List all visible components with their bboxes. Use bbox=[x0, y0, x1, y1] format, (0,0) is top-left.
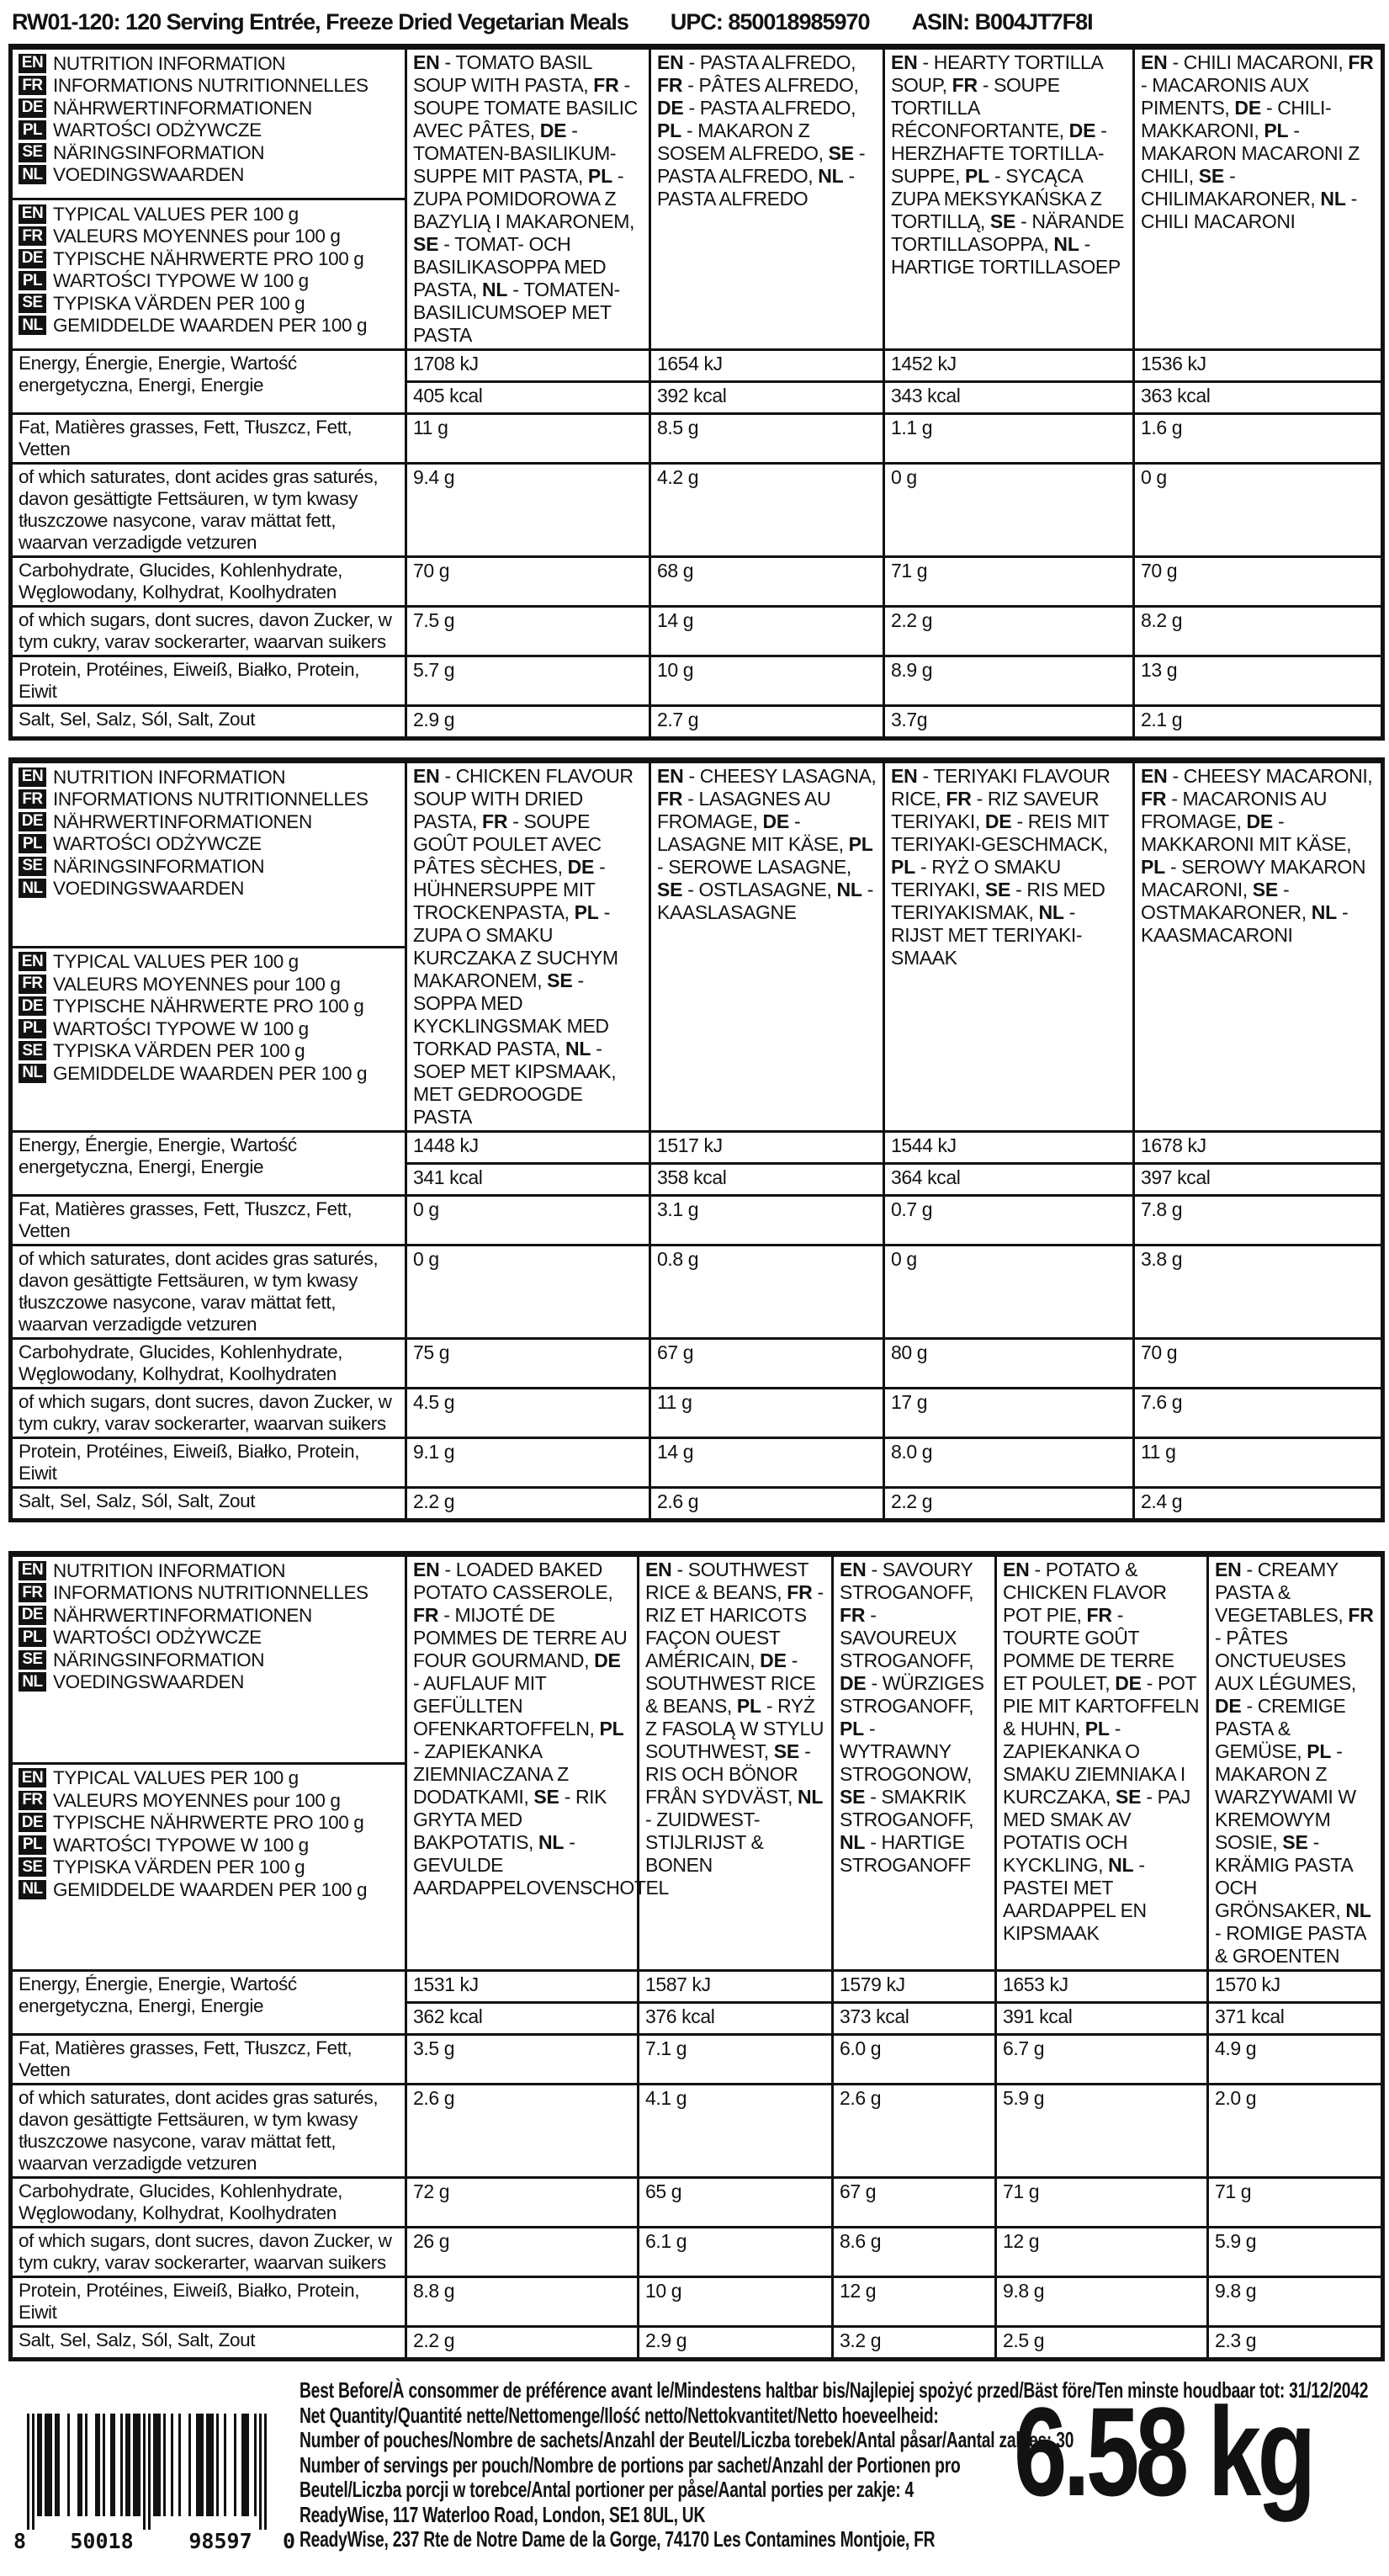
language-line bbox=[19, 75, 399, 96]
language-badge: NL bbox=[19, 316, 46, 335]
value-cell: 392 kcal bbox=[650, 382, 884, 414]
language-badge: NL bbox=[19, 1672, 46, 1692]
value-cell: 9.4 g bbox=[406, 464, 650, 557]
nutrition-table-2 bbox=[8, 757, 1385, 1522]
value-cell: 17 g bbox=[884, 1389, 1134, 1438]
value-cell: 9.1 g bbox=[406, 1438, 650, 1488]
value-cell: 1654 kJ bbox=[650, 350, 884, 382]
language-badge: SE bbox=[19, 1650, 46, 1670]
language-label: WARTOŚCI ODŻYWCZE bbox=[53, 833, 262, 854]
language-badge: FR bbox=[19, 226, 46, 246]
row-label-sugars: of which sugars, dont sucres, davon Zucker, w tym cukry, varav sockerarter, waarvan suikers bbox=[11, 2228, 406, 2277]
row-salt bbox=[11, 2327, 1383, 2360]
row-sugars bbox=[11, 607, 1383, 656]
row-label-salt: Salt, Sel, Salz, Sól, Salt, Zout bbox=[11, 2327, 406, 2360]
barcode-digit-group: 98597 bbox=[188, 2529, 252, 2552]
language-line bbox=[19, 1671, 399, 1692]
language-badge: SE bbox=[19, 1857, 46, 1877]
value-cell: 0.8 g bbox=[650, 1246, 884, 1339]
row-label-fat: Fat, Matières grasses, Fett, Tłuszcz, Fett, Vetten bbox=[11, 414, 406, 464]
language-line bbox=[19, 1627, 399, 1648]
typical-values-cell bbox=[11, 947, 406, 1131]
row-sugars bbox=[11, 1389, 1383, 1438]
value-cell: 70 g bbox=[406, 557, 650, 607]
value-cell: 2.0 g bbox=[1208, 2085, 1383, 2178]
language-badge: PL bbox=[19, 1628, 46, 1647]
value-cell: 1.1 g bbox=[884, 414, 1134, 464]
language-badge: DE bbox=[19, 996, 46, 1016]
value-cell: 4.5 g bbox=[406, 1389, 650, 1438]
row-label-saturates: of which saturates, dont acides gras saturés, davon gesättigte Fettsäuren, w tym kwasy tłuszczowe nasycone, varav mättat fett, waarvan verzadigde vetzuren bbox=[11, 464, 406, 557]
language-label: NUTRITION INFORMATION bbox=[53, 766, 286, 788]
value-cell: 4.1 g bbox=[639, 2085, 833, 2178]
row-sugars bbox=[11, 2228, 1383, 2277]
value-cell: 363 kcal bbox=[1134, 382, 1383, 414]
table-row bbox=[11, 47, 1383, 199]
language-line bbox=[19, 1560, 399, 1581]
language-badge: NL bbox=[19, 879, 46, 898]
product-name-cell: EN - PASTA ALFREDO, FR - PÂTES ALFREDO, DE - PASTA ALFREDO, PL - MAKARON Z SOSEM ALFREDO, SE - PASTA ALFREDO, NL - PASTA ALFREDO bbox=[650, 47, 884, 350]
language-label: NÄRINGSINFORMATION bbox=[53, 1649, 265, 1670]
row-label-energy: Energy, Énergie, Energie, Wartość energetyczna, Energi, Energie bbox=[11, 1132, 406, 1196]
value-cell: 3.8 g bbox=[1134, 1246, 1383, 1339]
nutrition-table-3 bbox=[8, 1551, 1385, 2361]
language-label: WARTOŚCI ODŻYWCZE bbox=[53, 1627, 262, 1648]
value-cell: 75 g bbox=[406, 1339, 650, 1389]
value-cell: 14 g bbox=[650, 1438, 884, 1488]
table-row bbox=[11, 1554, 1383, 1764]
value-cell: 8.0 g bbox=[884, 1438, 1134, 1488]
value-cell: 405 kcal bbox=[406, 382, 650, 414]
page-header bbox=[0, 0, 1389, 44]
language-line bbox=[19, 120, 399, 141]
row-energy-kj bbox=[11, 1132, 1383, 1164]
row-fat bbox=[11, 414, 1383, 464]
row-label-salt: Salt, Sel, Salz, Sól, Salt, Zout bbox=[11, 1488, 406, 1521]
language-label: NÄHRWERTINFORMATIONEN bbox=[53, 1604, 312, 1626]
language-badge: PL bbox=[19, 120, 46, 140]
language-line bbox=[19, 1649, 399, 1670]
language-line bbox=[19, 98, 399, 119]
value-cell: 358 kcal bbox=[650, 1164, 884, 1196]
value-cell: 67 g bbox=[650, 1339, 884, 1389]
language-line bbox=[19, 1767, 399, 1788]
value-cell: 14 g bbox=[650, 607, 884, 656]
barcode-digit: 8 bbox=[13, 2529, 27, 2552]
language-line bbox=[19, 315, 399, 336]
value-cell: 1.6 g bbox=[1134, 414, 1383, 464]
language-badge: FR bbox=[19, 975, 46, 994]
value-cell: 8.6 g bbox=[833, 2228, 996, 2277]
row-label-fat: Fat, Matières grasses, Fett, Tłuszcz, Fett, Vetten bbox=[11, 2035, 406, 2085]
value-cell: 2.6 g bbox=[650, 1488, 884, 1521]
typical-values-cell bbox=[11, 199, 406, 350]
value-cell: 10 g bbox=[639, 2277, 833, 2327]
value-cell: 11 g bbox=[1134, 1438, 1383, 1488]
value-cell: 2.7 g bbox=[650, 706, 884, 739]
row-salt bbox=[11, 1488, 1383, 1521]
language-label: TYPICAL VALUES PER 100 g bbox=[53, 951, 299, 973]
value-cell: 2.6 g bbox=[833, 2085, 996, 2178]
language-label: VALEURS MOYENNES pour 100 g bbox=[53, 226, 341, 247]
value-cell: 0 g bbox=[884, 464, 1134, 557]
language-label: GEMIDDELDE WAARDEN PER 100 g bbox=[53, 315, 368, 337]
language-label: WARTOŚCI TYPOWE W 100 g bbox=[53, 1834, 309, 1856]
value-cell: 0 g bbox=[1134, 464, 1383, 557]
product-name-cell: EN - POTATO & CHICKEN FLAVOR POT PIE, FR - TOURTE GOÛT POMME DE TERRE ET POULET, DE - POT PIE MIT KARTOFFELN & HUHN, PL - ZAPIEKANKA O SMAKU ZIEMNIAKA I KURCZAKA, SE - PAJ MED SMAK AV POTATIS OCH KYCKLING, NL - PASTEI MET AARDAPPEL EN KIPSMAAK bbox=[996, 1554, 1208, 1971]
language-badge: DE bbox=[19, 1606, 46, 1625]
language-label: INFORMATIONS NUTRITIONNELLES bbox=[53, 75, 368, 96]
row-energy-kj bbox=[11, 1971, 1383, 2003]
language-line bbox=[19, 789, 399, 810]
value-cell: 1517 kJ bbox=[650, 1132, 884, 1164]
language-badge: FR bbox=[19, 789, 46, 809]
language-badge: EN bbox=[19, 952, 46, 971]
language-label: INFORMATIONS NUTRITIONNELLES bbox=[53, 789, 368, 810]
nutrition-table-1 bbox=[8, 44, 1385, 741]
value-cell: 3.7g bbox=[884, 706, 1134, 739]
value-cell: 2.5 g bbox=[996, 2327, 1208, 2360]
value-cell: 3.2 g bbox=[833, 2327, 996, 2360]
value-cell: 2.2 g bbox=[884, 607, 1134, 656]
row-salt bbox=[11, 706, 1383, 739]
language-badge: SE bbox=[19, 1041, 46, 1060]
row-label-protein: Protein, Protéines, Eiweiß, Białko, Protein, Eiwit bbox=[11, 656, 406, 706]
value-cell: 373 kcal bbox=[833, 2003, 996, 2035]
language-label: NUTRITION INFORMATION bbox=[53, 52, 286, 74]
value-cell: 1570 kJ bbox=[1208, 1971, 1383, 2003]
language-label: WARTOŚCI TYPOWE W 100 g bbox=[53, 1017, 309, 1039]
row-carbohydrate bbox=[11, 2178, 1383, 2228]
language-badge: EN bbox=[19, 1561, 46, 1580]
language-label: VALEURS MOYENNES pour 100 g bbox=[53, 1789, 341, 1811]
value-cell: 9.8 g bbox=[996, 2277, 1208, 2327]
language-badge: EN bbox=[19, 204, 46, 224]
value-cell: 7.5 g bbox=[406, 607, 650, 656]
value-cell: 70 g bbox=[1134, 1339, 1383, 1389]
language-badge: FR bbox=[19, 1583, 46, 1602]
value-cell: 80 g bbox=[884, 1339, 1134, 1389]
language-badge: EN bbox=[19, 54, 46, 73]
value-cell: 1448 kJ bbox=[406, 1132, 650, 1164]
barcode-digit-group: 50018 bbox=[70, 2529, 134, 2552]
language-line bbox=[19, 1018, 399, 1039]
language-badge: SE bbox=[19, 143, 46, 162]
language-badge: NL bbox=[19, 1880, 46, 1899]
row-label-protein: Protein, Protéines, Eiweiß, Białko, Protein, Eiwit bbox=[11, 1438, 406, 1488]
value-cell: 2.4 g bbox=[1134, 1488, 1383, 1521]
language-line bbox=[19, 811, 399, 832]
value-cell: 6.1 g bbox=[639, 2228, 833, 2277]
value-cell: 4.2 g bbox=[650, 464, 884, 557]
product-name-cell: EN - SAVOURY STROGANOFF, FR - SAVOUREUX STROGANOFF, DE - WÜRZIGES STROGANOFF, PL - WYTRAWNY STROGONOW, SE - SMAKRIK STROGANOFF, NL - HARTIGE STROGANOFF bbox=[833, 1554, 996, 1971]
value-cell: 8.2 g bbox=[1134, 607, 1383, 656]
language-badge: FR bbox=[19, 76, 46, 95]
language-line bbox=[19, 53, 399, 74]
language-badge: PL bbox=[19, 1019, 46, 1038]
value-cell: 8.8 g bbox=[406, 2277, 639, 2327]
value-cell: 7.6 g bbox=[1134, 1389, 1383, 1438]
value-cell: 6.7 g bbox=[996, 2035, 1208, 2085]
value-cell: 2.9 g bbox=[639, 2327, 833, 2360]
language-badge: NL bbox=[19, 165, 46, 184]
value-cell: 5.9 g bbox=[1208, 2228, 1383, 2277]
value-cell: 70 g bbox=[1134, 557, 1383, 607]
language-badge: DE bbox=[19, 1813, 46, 1832]
value-cell: 0 g bbox=[884, 1246, 1134, 1339]
value-cell: 362 kcal bbox=[406, 2003, 639, 2035]
product-name-cell: EN - SOUTHWEST RICE & BEANS, FR - RIZ ET HARICOTS FAÇON OUEST AMÉRICAIN, DE - SOUTHWEST RICE & BEANS, PL - RYŻ Z FASOLĄ W STYLU SOUTHWEST, SE - RIS OCH BÖNOR FRÅN SYDVÄST, NL - ZUIDWEST-STIJLRIJST & BONEN bbox=[639, 1554, 833, 1971]
row-protein bbox=[11, 1438, 1383, 1488]
value-cell: 12 g bbox=[833, 2277, 996, 2327]
value-cell: 11 g bbox=[650, 1389, 884, 1438]
value-cell: 8.5 g bbox=[650, 414, 884, 464]
language-label: VALEURS MOYENNES pour 100 g bbox=[53, 973, 341, 995]
language-badge: SE bbox=[19, 294, 46, 313]
row-label-energy: Energy, Énergie, Energie, Wartość energetyczna, Energi, Energie bbox=[11, 350, 406, 414]
page-title: RW01-120: 120 Serving Entrée, Freeze Dried Vegetarian Meals bbox=[12, 9, 628, 35]
language-label: INFORMATIONS NUTRITIONNELLES bbox=[53, 1582, 368, 1603]
product-name-cell: EN - CHILI MACARONI, FR - MACARONIS AUX PIMENTS, DE - CHILI-MAKKARONI, PL - MAKARON MACARONI Z CHILI, SE - CHILIMAKARONER, NL - CHILI MACARONI bbox=[1134, 47, 1383, 350]
language-badge: SE bbox=[19, 857, 46, 876]
value-cell: 26 g bbox=[406, 2228, 639, 2277]
row-carbohydrate bbox=[11, 1339, 1383, 1389]
language-badge: PL bbox=[19, 834, 46, 853]
value-cell: 371 kcal bbox=[1208, 2003, 1383, 2035]
value-cell: 72 g bbox=[406, 2178, 639, 2228]
language-line bbox=[19, 974, 399, 995]
value-cell: 71 g bbox=[1208, 2178, 1383, 2228]
language-line bbox=[19, 1605, 399, 1626]
value-cell: 397 kcal bbox=[1134, 1164, 1383, 1196]
language-label: VOEDINGSWAARDEN bbox=[53, 164, 244, 185]
language-line bbox=[19, 1582, 399, 1603]
language-line bbox=[19, 767, 399, 788]
value-cell: 3.5 g bbox=[406, 2035, 639, 2085]
language-line bbox=[19, 1790, 399, 1811]
value-cell: 71 g bbox=[884, 557, 1134, 607]
address-fr-line: ReadyWise, 237 Rte de Notre Dame de la Gorge, 74170 Les Contamines Montjoie, FR bbox=[300, 2526, 936, 2552]
value-cell: 1587 kJ bbox=[639, 1971, 833, 2003]
language-label: TYPISKA VÄRDEN PER 100 g bbox=[53, 1040, 305, 1062]
language-label: TYPISCHE NÄHRWERTE PRO 100 g bbox=[53, 996, 364, 1017]
row-label-saturates: of which saturates, dont acides gras saturés, davon gesättigte Fettsäuren, w tym kwasy tłuszczowe nasycone, varav mättat fett, waarvan verzadigde vetzuren bbox=[11, 2085, 406, 2178]
product-name-cell: EN - CHICKEN FLAVOUR SOUP WITH DRIED PASTA, FR - SOUPE GOÛT POULET AVEC PÂTES SÈCHES, DE - HÜHNERSUPPE MIT TROCKENPASTA, PL - ZUPA O SMAKU KURCZAKA Z SUCHYM MAKARONEM, SE - SOPPA MED KYCKLINGSMAK MED TORKAD PASTA, NL - SOEP MET KIPSMAAK, MET GEDROOGDE PASTA bbox=[406, 761, 650, 1132]
barcode-graphic bbox=[13, 2414, 295, 2552]
language-label: TYPISKA VÄRDEN PER 100 g bbox=[53, 1856, 305, 1878]
product-name-cell: EN - CHEESY MACARONI, FR - MACARONIS AU FROMAGE, DE - MAKKARONI MIT KÄSE, PL - SEROWY MAKARON MACARONI, SE - OSTMAKARONER, NL - KAASMACARONI bbox=[1134, 761, 1383, 1132]
value-cell: 11 g bbox=[406, 414, 650, 464]
value-cell: 2.2 g bbox=[406, 1488, 650, 1521]
language-badge: PL bbox=[19, 271, 46, 290]
language-badge: FR bbox=[19, 1791, 46, 1810]
product-name-cell: EN - TOMATO BASIL SOUP WITH PASTA, FR - SOUPE TOMATE BASILIC AVEC PÂTES, DE - TOMATEN-BASILIKUM-SUPPE MIT PASTA, PL - ZUPA POMIDOROWA Z BAZYLIĄ I MAKARONEM, SE - TOMAT- OCH BASILIKASOPPA MED PASTA, NL - TOMATEN-BASILICUMSOEP MET PASTA bbox=[406, 47, 650, 350]
product-name-cell: EN - CHEESY LASAGNA, FR - LASAGNES AU FROMAGE, DE - LASAGNE MIT KÄSE, PL - SEROWE LASAGNE, SE - OSTLASAGNE, NL - KAASLASAGNE bbox=[650, 761, 884, 1132]
row-label-carbohydrate: Carbohydrate, Glucides, Kohlenhydrate, Węglowodany, Kolhydrat, Koolhydraten bbox=[11, 1339, 406, 1389]
value-cell: 343 kcal bbox=[884, 382, 1134, 414]
row-label-fat: Fat, Matières grasses, Fett, Tłuszcz, Fett, Vetten bbox=[11, 1196, 406, 1246]
value-cell: 1536 kJ bbox=[1134, 350, 1383, 382]
row-fat bbox=[11, 1196, 1383, 1246]
language-line bbox=[19, 856, 399, 877]
language-line bbox=[19, 1856, 399, 1878]
upc-code: UPC: 850018985970 bbox=[670, 9, 870, 35]
language-label: VOEDINGSWAARDEN bbox=[53, 878, 244, 899]
language-line bbox=[19, 270, 399, 291]
language-line bbox=[19, 833, 399, 854]
language-label: NÄHRWERTINFORMATIONEN bbox=[53, 810, 312, 832]
language-label: GEMIDDELDE WAARDEN PER 100 g bbox=[53, 1878, 368, 1900]
value-cell: 6.0 g bbox=[833, 2035, 996, 2085]
row-label-sugars: of which sugars, dont sucres, davon Zucker, w tym cukry, varav sockerarter, waarvan suikers bbox=[11, 607, 406, 656]
row-saturates bbox=[11, 2085, 1383, 2178]
language-label: TYPICAL VALUES PER 100 g bbox=[53, 1767, 299, 1789]
value-cell: 2.2 g bbox=[406, 2327, 639, 2360]
product-name-cell: EN - CREAMY PASTA & VEGETABLES, FR - PÂTES ONCTUEUSES AUX LÉGUMES, DE - CREMIGE PASTA & GEMÜSE, PL - MAKARON Z WARZYWAMI W KREMOWYM SOSIE, SE - KRÄMIG PASTA OCH GRÖNSAKER, NL - ROMIGE PASTA & GROENTEN bbox=[1208, 1554, 1383, 1971]
language-line bbox=[19, 248, 399, 269]
language-line bbox=[19, 164, 399, 185]
upc-barcode bbox=[13, 2414, 295, 2557]
value-cell: 7.1 g bbox=[639, 2035, 833, 2085]
language-label: TYPISCHE NÄHRWERTE PRO 100 g bbox=[53, 247, 364, 269]
value-cell: 1653 kJ bbox=[996, 1971, 1208, 2003]
nutrition-information-cell bbox=[11, 47, 406, 199]
value-cell: 8.9 g bbox=[884, 656, 1134, 706]
best-before-line: Best Before/À consommer de préférence avant le/Mindestens haltbar bis/Najlepiej spożyć przed/Bäst före/Ten minste houdbaar tot: 31/12/2042 bbox=[300, 2377, 1369, 2403]
language-badge: DE bbox=[19, 98, 46, 118]
value-cell: 0 g bbox=[406, 1246, 650, 1339]
net-weight: 6.58 kg bbox=[1014, 2381, 1312, 2522]
language-line bbox=[19, 1063, 399, 1084]
language-label: NÄRINGSINFORMATION bbox=[53, 855, 265, 877]
language-line bbox=[19, 1879, 399, 1900]
row-label-protein: Protein, Protéines, Eiweiß, Białko, Protein, Eiwit bbox=[11, 2277, 406, 2327]
value-cell: 1579 kJ bbox=[833, 1971, 996, 2003]
value-cell: 3.1 g bbox=[650, 1196, 884, 1246]
servings-line-1: Number of servings per pouch/Nombre de portions par sachet/Anzahl der Portionen pro bbox=[300, 2451, 961, 2478]
value-cell: 2.6 g bbox=[406, 2085, 639, 2178]
footer bbox=[0, 2378, 1389, 2576]
language-line bbox=[19, 204, 399, 225]
language-badge: NL bbox=[19, 1064, 46, 1083]
language-label: WARTOŚCI ODŻYWCZE bbox=[53, 120, 262, 141]
value-cell: 10 g bbox=[650, 656, 884, 706]
row-label-saturates: of which saturates, dont acides gras saturés, davon gesättigte Fettsäuren, w tym kwasy tłuszczowe nasycone, varav mättat fett, waarvan verzadigde vetzuren bbox=[11, 1246, 406, 1339]
row-protein bbox=[11, 2277, 1383, 2327]
language-label: GEMIDDELDE WAARDEN PER 100 g bbox=[53, 1062, 368, 1084]
nutrition-information-cell bbox=[11, 1554, 406, 1764]
value-cell: 12 g bbox=[996, 2228, 1208, 2277]
language-line bbox=[19, 951, 399, 972]
value-cell: 13 g bbox=[1134, 656, 1383, 706]
language-label: NUTRITION INFORMATION bbox=[53, 1559, 286, 1581]
language-badge: EN bbox=[19, 1768, 46, 1787]
language-line bbox=[19, 293, 399, 314]
value-cell: 341 kcal bbox=[406, 1164, 650, 1196]
language-line bbox=[19, 226, 399, 247]
value-cell: 65 g bbox=[639, 2178, 833, 2228]
value-cell: 68 g bbox=[650, 557, 884, 607]
value-cell: 7.8 g bbox=[1134, 1196, 1383, 1246]
language-badge: DE bbox=[19, 812, 46, 831]
value-cell: 391 kcal bbox=[996, 2003, 1208, 2035]
language-line bbox=[19, 1835, 399, 1856]
value-cell: 364 kcal bbox=[884, 1164, 1134, 1196]
row-energy-kj bbox=[11, 350, 1383, 382]
product-name-cell: EN - LOADED BAKED POTATO CASSEROLE, FR - MIJOTÉ DE POMMES DE TERRE AU FOUR GOURMAND, DE - AUFLAUF MIT GEFÜLLTEN OFENKARTOFFELN, PL - ZAPIEKANKA ZIEMNIACZANA Z DODATKAMI, SE - RIK GRYTA MED BAKPOTATIS, NL - GEVULDE AARDAPPELOVENSCHOTEL bbox=[406, 1554, 639, 1971]
value-cell: 0 g bbox=[406, 1196, 650, 1246]
value-cell: 1544 kJ bbox=[884, 1132, 1134, 1164]
value-cell: 2.9 g bbox=[406, 706, 650, 739]
value-cell: 9.8 g bbox=[1208, 2277, 1383, 2327]
language-label: NÄHRWERTINFORMATIONEN bbox=[53, 97, 312, 119]
asin-code: ASIN: B004JT7F8I bbox=[911, 9, 1093, 35]
value-cell: 2.1 g bbox=[1134, 706, 1383, 739]
value-cell: 5.9 g bbox=[996, 2085, 1208, 2178]
language-label: NÄRINGSINFORMATION bbox=[53, 141, 265, 163]
row-fat bbox=[11, 2035, 1383, 2085]
value-cell: 5.7 g bbox=[406, 656, 650, 706]
barcode-digit: 0 bbox=[282, 2529, 295, 2552]
row-label-sugars: of which sugars, dont sucres, davon Zucker, w tym cukry, varav sockerarter, waarvan suikers bbox=[11, 1389, 406, 1438]
typical-values-cell bbox=[11, 1763, 406, 1970]
language-line bbox=[19, 1040, 399, 1061]
product-name-cell: EN - TERIYAKI FLAVOUR RICE, FR - RIZ SAVEUR TERIYAKI, DE - REIS MIT TERIYAKI-GESCHMACK, PL - RYŻ O SMAKU TERIYAKI, SE - RIS MED TERIYAKISMAK, NL - RIJST MET TERIYAKI-SMAAK bbox=[884, 761, 1134, 1132]
row-label-carbohydrate: Carbohydrate, Glucides, Kohlenhydrate, Węglowodany, Kolhydrat, Koolhydraten bbox=[11, 557, 406, 607]
value-cell: 1531 kJ bbox=[406, 1971, 639, 2003]
value-cell: 1452 kJ bbox=[884, 350, 1134, 382]
product-name-cell: EN - HEARTY TORTILLA SOUP, FR - SOUPE TORTILLA RÉCONFORTANTE, DE - HERZHAFTE TORTILLA-SUPPE, PL - SYCĄCA ZUPA MEKSYKAŃSKA Z TORTILLĄ, SE - NÄRANDE TORTILLASOPPA, NL - HARTIGE TORTILLASOEP bbox=[884, 47, 1134, 350]
net-quantity-line: Net Quantity/Quantité nette/Nettomenge/Ilość netto/Nettokvantitet/Netto hoeveelheid: bbox=[300, 2402, 939, 2428]
language-label: TYPICAL VALUES PER 100 g bbox=[53, 203, 299, 225]
language-label: TYPISCHE NÄHRWERTE PRO 100 g bbox=[53, 1812, 364, 1834]
language-label: TYPISKA VÄRDEN PER 100 g bbox=[53, 292, 305, 314]
row-label-carbohydrate: Carbohydrate, Glucides, Kohlenhydrate, Węglowodany, Kolhydrat, Koolhydraten bbox=[11, 2178, 406, 2228]
language-badge: PL bbox=[19, 1835, 46, 1855]
value-cell: 1708 kJ bbox=[406, 350, 650, 382]
value-cell: 1678 kJ bbox=[1134, 1132, 1383, 1164]
value-cell: 4.9 g bbox=[1208, 2035, 1383, 2085]
value-cell: 71 g bbox=[996, 2178, 1208, 2228]
value-cell: 0.7 g bbox=[884, 1196, 1134, 1246]
language-label: VOEDINGSWAARDEN bbox=[53, 1671, 244, 1692]
language-line bbox=[19, 878, 399, 899]
value-cell: 2.2 g bbox=[884, 1488, 1134, 1521]
row-carbohydrate bbox=[11, 557, 1383, 607]
language-badge: DE bbox=[19, 249, 46, 268]
servings-line-2: Beutel/Liczba porcji w torebce/Antal portioner per påse/Aantal porties per zakje: 4 bbox=[300, 2477, 914, 2502]
table-row bbox=[11, 761, 1383, 948]
value-cell: 376 kcal bbox=[639, 2003, 833, 2035]
language-label: WARTOŚCI TYPOWE W 100 g bbox=[53, 270, 309, 292]
row-saturates bbox=[11, 464, 1383, 557]
row-label-salt: Salt, Sel, Salz, Sól, Salt, Zout bbox=[11, 706, 406, 739]
row-saturates bbox=[11, 1246, 1383, 1339]
pouches-line: Number of pouches/Nombre de sachets/Anzahl der Beutel/Liczba torebek/Antal påsar/Aantal zakjes: 30 bbox=[300, 2427, 1074, 2452]
nutrition-information-cell bbox=[11, 761, 406, 948]
address-uk-line: ReadyWise, 117 Waterloo Road, London, SE1 8UL, UK bbox=[300, 2501, 706, 2527]
language-line bbox=[19, 142, 399, 163]
row-label-energy: Energy, Énergie, Energie, Wartość energetyczna, Energi, Energie bbox=[11, 1971, 406, 2035]
value-cell: 2.3 g bbox=[1208, 2327, 1383, 2360]
row-protein bbox=[11, 656, 1383, 706]
value-cell: 67 g bbox=[833, 2178, 996, 2228]
language-line bbox=[19, 1812, 399, 1833]
language-line bbox=[19, 996, 399, 1017]
language-badge: EN bbox=[19, 767, 46, 787]
